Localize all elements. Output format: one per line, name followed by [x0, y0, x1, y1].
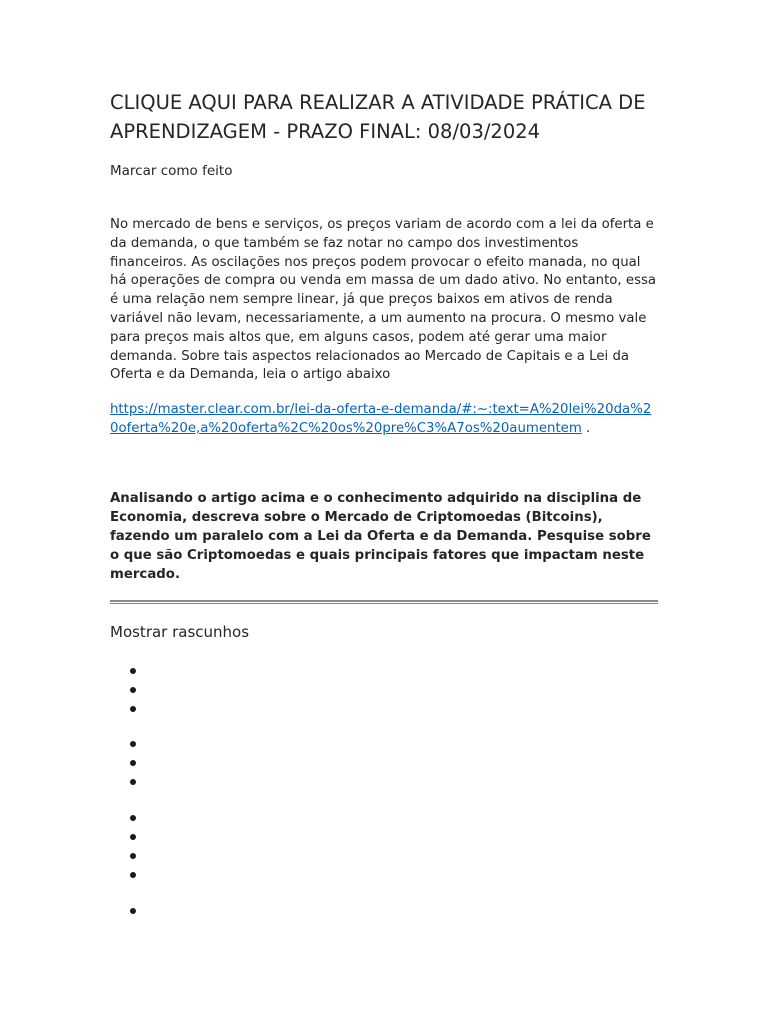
show-drafts-toggle[interactable]: Mostrar rascunhos [110, 623, 250, 641]
link-suffix: . [581, 421, 591, 436]
activity-title: CLIQUE AQUI PARA REALIZAR A ATIVIDADE PRÁTICA DE APRENDIZAGEM - PRAZO FINAL: 08/03/2024 [110, 91, 646, 143]
intro-paragraph: No mercado de bens e serviços, os preços variam de acordo com a lei da oferta e da demanda, o que também se faz notar no campo dos investimentos financeiros. As oscilações nos preços podem provocar o efeito manada, no qual há operações de compra ou venda em massa de um dado ativo. No entanto, essa é uma relação nem sempre linear, já que preços baixos em ativos de renda variável não levam, necessariamente, a um aumento na procura. O mesmo vale para preços mais altos que, em alguns casos, podem até gerar uma maior demanda. Sobre tais aspectos relacionados ao Mercado de Capitais e a Lei da Oferta e da Demanda, leia o artigo abaixo [110, 217, 657, 383]
list-bullet [130, 668, 136, 674]
list-bullet [130, 741, 136, 747]
question-paragraph: Analisando o artigo acima e o conhecimento adquirido na disciplina de Economia, descreva sobre o Mercado de Criptomoedas (Bitcoins), fazendo um paralelo com a Lei da Oferta e da Demanda. Pesquise sobre o que são Criptomoedas e quais principais fatores que impactam neste mercado. [110, 491, 651, 582]
article-link-paragraph [110, 400, 658, 438]
article-link[interactable]: https://master.clear.com.br/lei-da-oferta-e-demanda/#:~:text=A%20lei%20da%20oferta%20e,a%20oferta%2C%20os%20pre%C3%A7os%20aumentem [110, 402, 652, 436]
mark-as-done-link[interactable]: Marcar como feito [110, 163, 233, 179]
list-bullet [130, 908, 136, 914]
list-bullet [130, 872, 136, 878]
list-bullet [130, 687, 136, 693]
list-bullet [130, 815, 136, 821]
list-bullet [130, 779, 136, 785]
section-divider [110, 600, 658, 604]
list-bullet [130, 760, 136, 766]
list-bullet [130, 706, 136, 712]
list-bullet [130, 853, 136, 859]
list-bullet [130, 834, 136, 840]
